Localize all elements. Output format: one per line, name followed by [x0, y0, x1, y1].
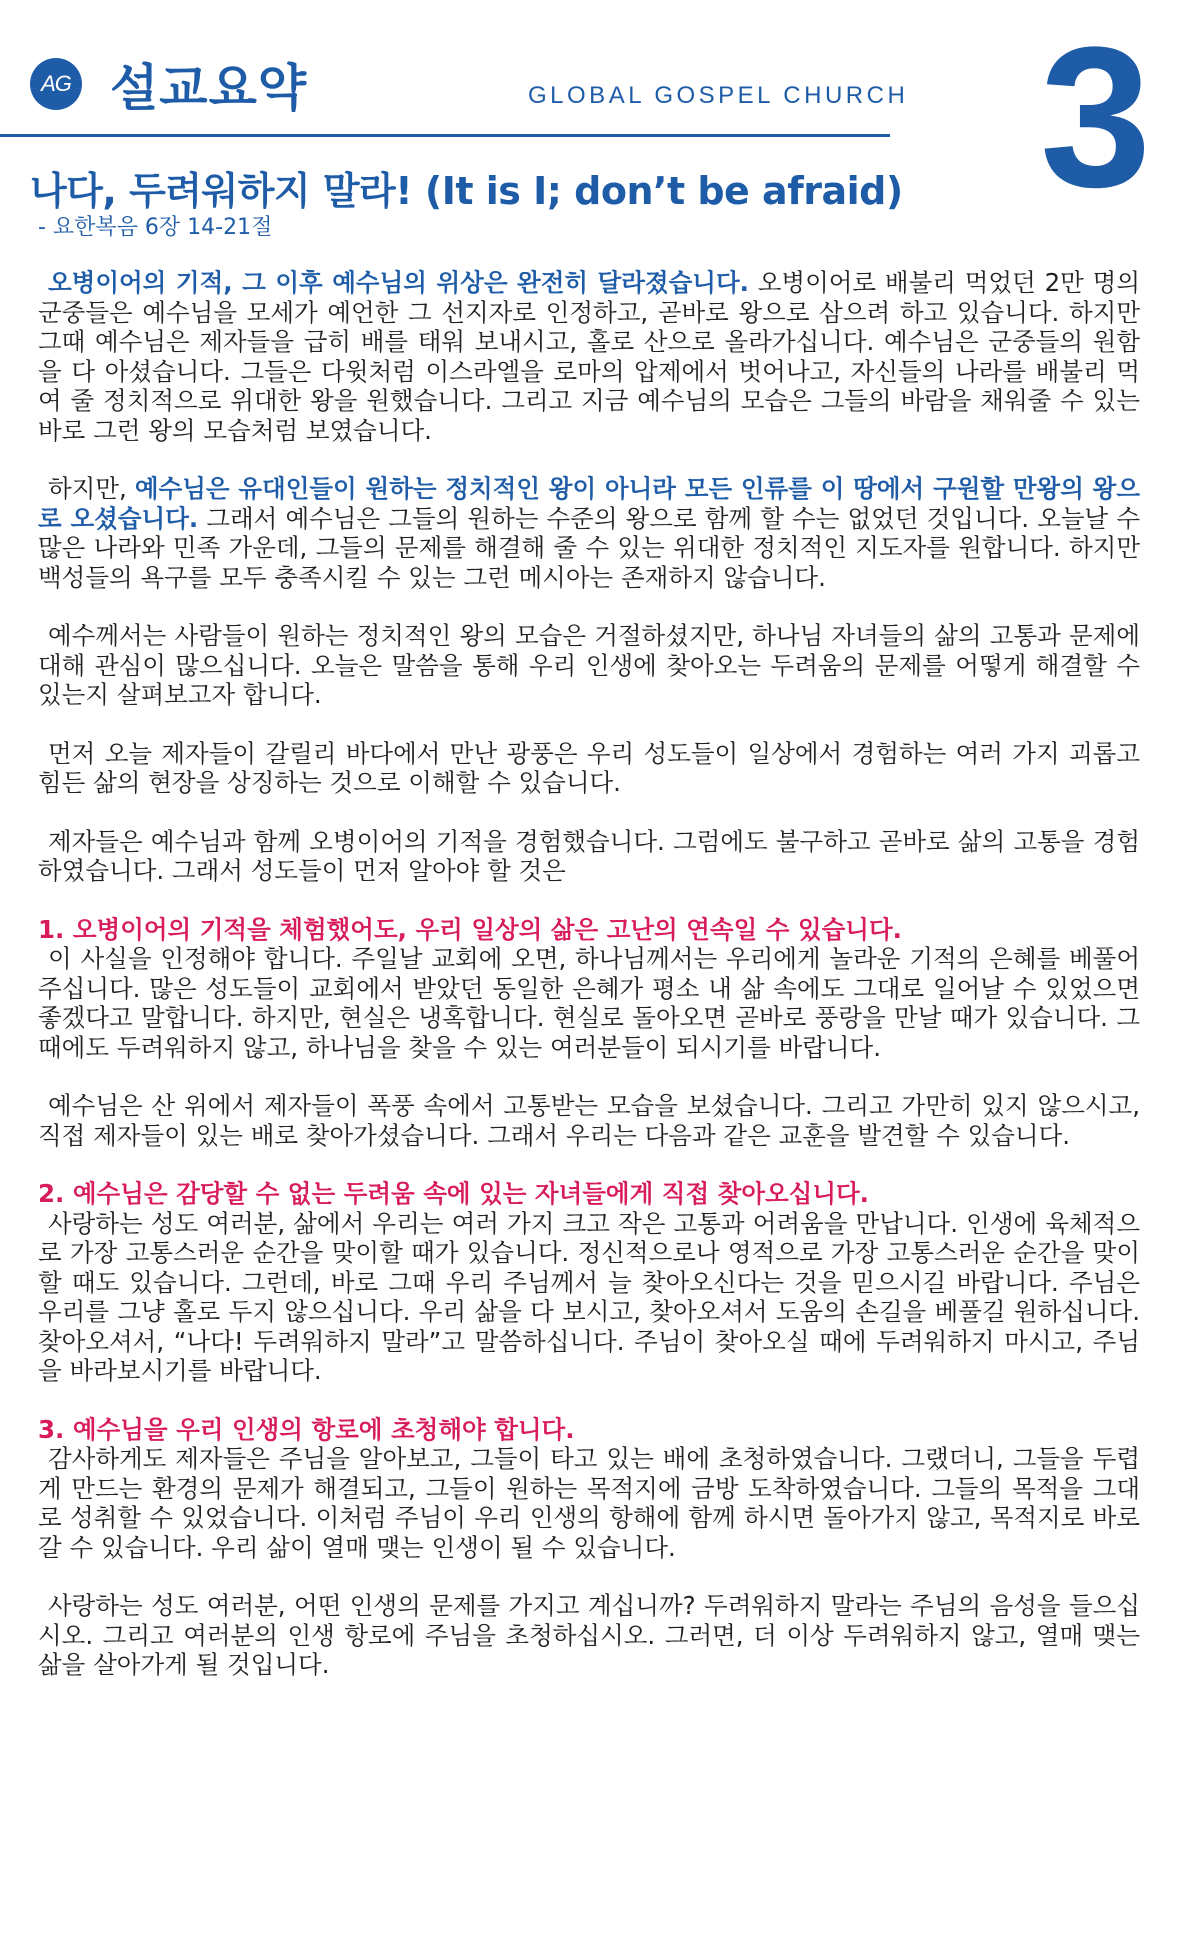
paragraph-highlight: 예수님은 유대인들이 원하는 정치적인 왕이 아니라 모든 인류를 이 땅에서 구원할 만왕의 왕으로 오셨습니다. — [38, 474, 1141, 533]
scripture-reference: - 요한복음 6장 14-21절 — [38, 215, 273, 240]
point-section-2 — [38, 1179, 1140, 1386]
church-logo: AG — [30, 58, 82, 110]
paragraph-highlight: 오병이어의 기적, 그 이후 예수님의 위상은 완전히 달라졌습니다. — [48, 268, 749, 297]
paragraph — [38, 268, 1140, 445]
point-section-1 — [38, 915, 1140, 1063]
document-type-title: 설교요약 — [110, 59, 308, 117]
paragraph-text: 예수님은 산 위에서 제자들이 폭풍 속에서 고통받는 모습을 보셨습니다. 그리고 가만히 있지 않으시고, 직접 제자들이 있는 배로 찾아가셨습니다. 그래서 우리는 다음과 같은 교훈을 발견할 수 있습니다. — [38, 1091, 1140, 1150]
sermon-title: 나다, 두려워하지 말라! (It is I; don’t be afraid) — [30, 169, 903, 213]
header-divider — [0, 134, 890, 137]
paragraph-text: 그래서 예수님은 그들의 원하는 수준의 왕으로 함께 할 수는 없었던 것입니다. 오늘날 수많은 나라와 민족 가운데, 그들의 문제를 해결해 줄 수 있는 위대한 정치적인 지도자를 원합니다. 하지만 백성들의 욕구를 모두 충족시킬 수 있는 그런 메시아는 존재하지 않습니다. — [38, 503, 1140, 592]
point-heading: 3. 예수님을 우리 인생의 항로에 초청해야 합니다. — [38, 1414, 575, 1444]
paragraph-prefix: 하지만, — [48, 474, 135, 503]
point-section-3 — [38, 1415, 1140, 1563]
paragraph — [38, 1591, 1140, 1680]
paragraph-text: 감사하게도 제자들은 주님을 알아보고, 그들이 타고 있는 배에 초청하였습니다. 그랬더니, 그들을 두렵게 만드는 환경의 문제가 해결되고, 그들이 원하는 목적지에 금방 도착하였습니다. 그들의 목적을 그대로 성취할 수 있었습니다. 이처럼 주님이 우리 인생의 항해에 함께 하시면 돌아가지 않고, 목적지로 바로 갈 수 있습니다. 우리 삶이 열매 맺는 인생이 될 수 있습니다. — [38, 1444, 1140, 1562]
paragraph-text: 이 사실을 인정해야 합니다. 주일날 교회에 오면, 하나님께서는 우리에게 놀라운 기적의 은혜를 베풀어 주십니다. 많은 성도들이 교회에서 받았던 동일한 은혜가 평소 내 삶 속에도 그대로 일어날 수 있었으면 좋겠다고 말합니다. 하지만, 현실은 냉혹합니다. 현실로 돌아오면 곧바로 풍랑을 만날 때가 있습니다. 그때에도 두려워하지 않고, 하나님을 찾을 수 있는 여러분들이 되시기를 바랍니다. — [38, 944, 1140, 1062]
paragraph-text: 예수께서는 사람들이 원하는 정치적인 왕의 모습은 거절하셨지만, 하나님 자녀들의 삶의 고통과 문제에 대해 관심이 많으십니다. 오늘은 말씀을 통해 우리 인생에 찾아오는 두려움의 문제를 어떻게 해결할 수 있는지 살펴보고자 합니다. — [38, 621, 1140, 709]
sermon-number: 3 — [1040, 6, 1152, 229]
paragraph-text: 사랑하는 성도 여러분, 어떤 인생의 문제를 가지고 계십니까? 두려워하지 말라는 주님의 음성을 들으십시오. 그리고 여러분의 인생 항로에 주님을 초청하십시오. 그러면, 더 이상 두려워하지 않고, 열매 맺는 삶을 살아가게 될 것입니다. — [38, 1591, 1140, 1679]
paragraph — [38, 827, 1140, 886]
paragraph — [38, 739, 1140, 798]
paragraph-text: 먼저 오늘 제자들이 갈릴리 바다에서 만난 광풍은 우리 성도들이 일상에서 경험하는 여러 가지 괴롭고 힘든 삶의 현장을 상징하는 것으로 이해할 수 있습니다. — [38, 738, 1140, 797]
sermon-body — [38, 268, 1140, 1709]
paragraph-text: 오병이어로 배불리 먹었던 2만 명의 군중들은 예수님을 모세가 예언한 그 선지자로 인정하고, 곧바로 왕으로 삼으려 하고 있습니다. 하지만 그때 예수님은 제자들을 급히 배를 태워 보내시고, 홀로 산으로 올라가십니다. 예수님은 군중들의 원함을 다 아셨습니다. 그들은 다윗처럼 이스라엘을 로마의 압제에서 벗어나고, 자신들의 나라를 배불리 먹여 줄 정치적으로 위대한 왕을 원했습니다. 그리고 지금 예수님의 모습은 그들의 바람을 채워줄 수 있는 바로 그런 왕의 모습처럼 보였습니다. — [38, 268, 1140, 445]
point-heading: 1. 오병이어의 기적을 체험했어도, 우리 일상의 삶은 고난의 연속일 수 있습니다. — [38, 914, 902, 944]
point-heading: 2. 예수님은 감당할 수 없는 두려움 속에 있는 자녀들에게 직접 찾아오십니다. — [38, 1179, 869, 1208]
paragraph — [38, 621, 1140, 710]
paragraph — [38, 474, 1140, 592]
church-name: GLOBAL GOSPEL CHURCH — [528, 82, 909, 109]
paragraph — [38, 1091, 1140, 1150]
paragraph-text: 제자들은 예수님과 함께 오병이어의 기적을 경험했습니다. 그럼에도 불구하고 곧바로 삶의 고통을 경험하였습니다. 그래서 성도들이 먼저 알아야 할 것은 — [38, 826, 1140, 885]
paragraph-text: 사랑하는 성도 여러분, 삶에서 우리는 여러 가지 크고 작은 고통과 어려움을 만납니다. 인생에 육체적으로 가장 고통스러운 순간을 맞이할 때가 있습니다. 정신적으로나 영적으로 가장 고통스러운 순간을 맞이할 때도 있습니다. 그런데, 바로 그때 우리 주님께서 늘 찾아오신다는 것을 믿으시길 바랍니다. 주님은 우리를 그냥 홀로 두지 않으십니다. 우리 삶을 다 보시고, 찾아오셔서 도움의 손길을 베풀길 원하십니다. 찾아오셔서, “나다! 두려워하지 말라”고 말씀하십니다. 주님이 찾아오실 때에 두려워하지 마시고, 주님을 바라보시기를 바랍니다. — [38, 1208, 1140, 1385]
